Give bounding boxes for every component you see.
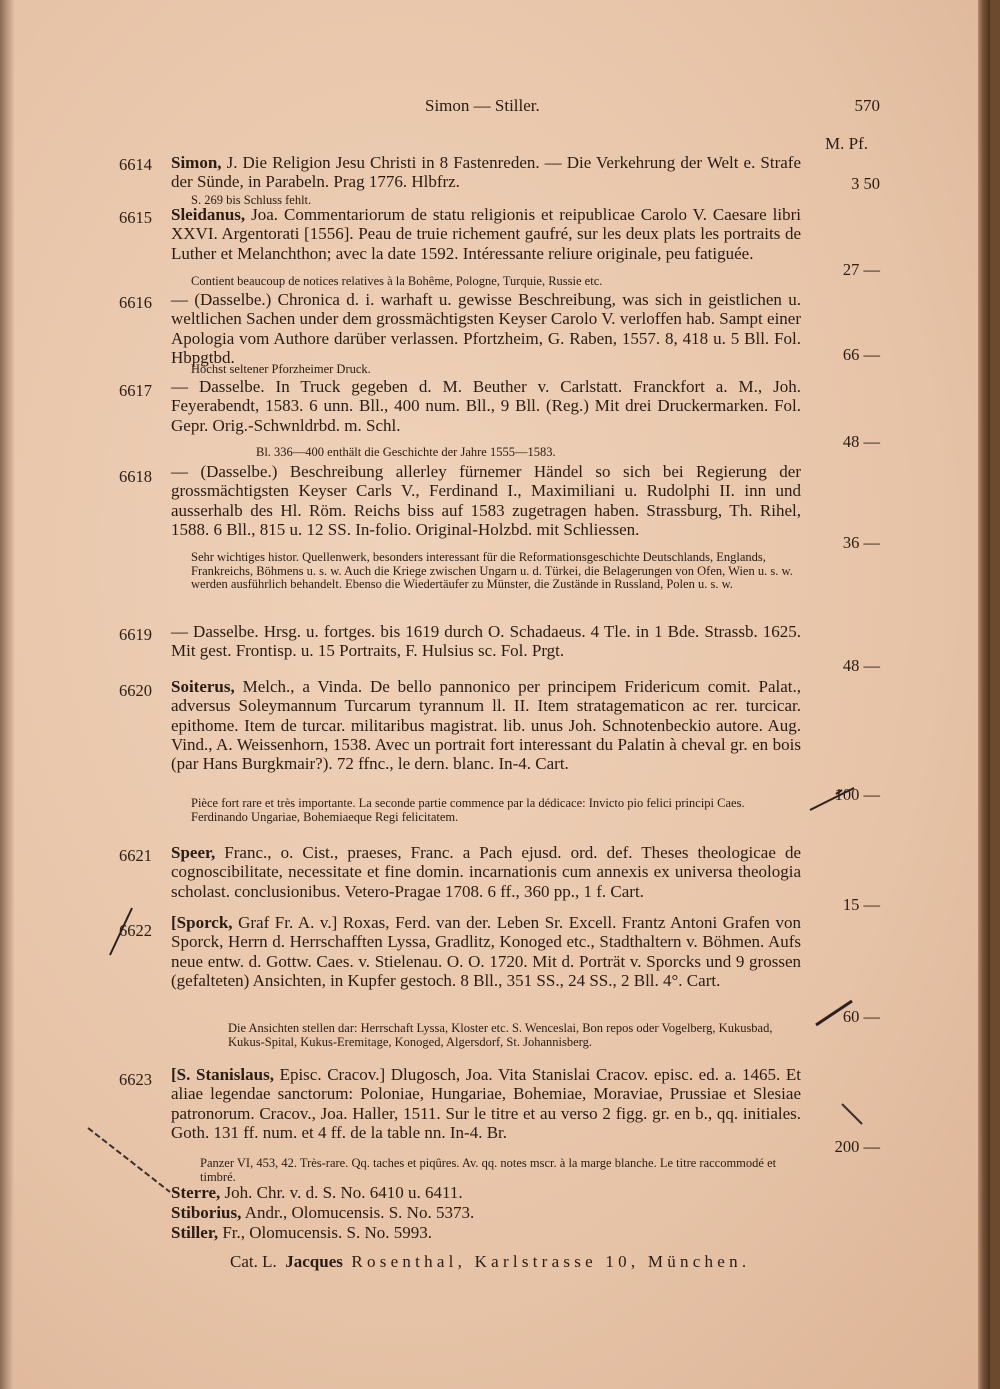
book-spine-shadow (0, 0, 14, 1389)
xref-text: Andr., Olomucensis. S. No. 5373. (241, 1203, 475, 1222)
entry-price: 15 — (842, 895, 880, 914)
entry-number: 6616 (119, 293, 152, 312)
footer-firm: Jacques (285, 1252, 343, 1271)
entry-lead: Speer, (171, 843, 216, 862)
entry-note: S. 269 bis Schluss fehlt. (191, 193, 312, 207)
xref-lead: Sterre, (171, 1183, 221, 1202)
pencil-check-mark (100, 900, 140, 960)
entry-number: 6614 (119, 155, 152, 174)
pencil-strike-mark (812, 995, 862, 1035)
entry-price: 3 50 (851, 174, 880, 193)
entry-number: 6617 (119, 381, 152, 400)
entry-price: 48 — (842, 656, 880, 675)
entry-number: 6623 (119, 1070, 152, 1089)
entry-text (171, 1065, 801, 1142)
xref-lead: Stiborius, (171, 1203, 242, 1222)
cross-reference (171, 1183, 463, 1203)
xref-text: Fr., Olomucensis. S. No. 5993. (218, 1223, 433, 1242)
entry-description: — Dasselbe. In Truck gegeben d. M. Beuther v. Carlstatt. Franckfort a. M., Joh. Feyerabendt, 1583. 6 unn. Bll., 400 num. Bll., 9 Bll. (Reg.) Mit drei Druckermarken. Fol. Gepr. Orig.-Schwnldrbd. m. Schl. (171, 377, 801, 435)
entry-number: 6619 (119, 625, 152, 644)
book-edge (978, 0, 990, 1389)
entry-description: — Dasselbe. Hrsg. u. fortges. bis 1619 durch O. Schadaeus. 4 Tle. in 1 Bde. Strassb. 1625. Mit gest. Frontisp. u. 15 Portraits, F. Hulsius sc. Fol. Prgt. (171, 622, 801, 661)
entry-description: Melch., a Vinda. De bello pannonico per principem Fridericum comit. Palat., adversus Soleymannum Turcarum tyrannum ll. II. Item stratagematicon ac rer. turcicar. epithome. Item de turcar. militaribus magistrat. lib. unus Joh. Schnotenbeckio autore. Aug. Vind., A. Weissenhorn, 1538. Avec un portrait fort interessant du Palatin à cheval gr. en bois (par Hans Burgkmair?). 72 ffnc., le dern. blanc. In-4. Cart. (171, 677, 801, 774)
entry-price: 100 — (834, 785, 880, 804)
entry-description: — (Dasselbe.) Chronica d. i. warhaft u. gewisse Beschreibung, was sich in geistlichen u. weltlichen Sachen under dem grossmächtigsten Keyser Carolo V. verloffen hab. Sampt einer Apologia vom Authore darüber verlassen. Pfortzheim, G. Raben, 1557. 8, 418 u. 5 Bll. Fol. Hbpgtbd. (171, 290, 801, 367)
entry-note: Pièce fort rare et très importante. La seconde partie commence par la dédicace: Invicto pio felici principi Caes. Ferdinando Ungariae, Bohemiaeque Regi felicitatem. (191, 796, 745, 824)
entry-note: Contient beaucoup de notices relatives à la Bohême, Pologne, Turquie, Russie etc. (191, 274, 603, 288)
entry-price: 36 — (842, 533, 880, 552)
entry-lead: Soiterus, (171, 677, 235, 696)
entry-number: 6618 (119, 467, 152, 486)
entry-lead: [Sporck, (171, 913, 233, 932)
entry-description: J. Die Religion Jesu Christi in 8 Fastenreden. — Die Verkehrung der Welt e. Strafe der Sünde, in Parabeln. Prag 1776. Hlbfrz. (171, 153, 801, 192)
entry-lead: Sleidanus, (171, 205, 246, 224)
entry-number: 6621 (119, 846, 152, 865)
entry-price: 200 — (834, 1137, 880, 1156)
cross-reference (171, 1203, 474, 1223)
footer-address: Rosenthal, Karlstrasse 10, München. (342, 1252, 751, 1271)
pencil-line-mark (838, 1100, 868, 1130)
xref-text: Joh. Chr. v. d. S. No. 6410 u. 6411. (220, 1183, 463, 1202)
xref-lead: Stiller, (171, 1223, 219, 1242)
entry-text (171, 153, 801, 192)
entry-note: Die Ansichten stellen dar: Herrschaft Lyssa, Kloster etc. S. Wenceslai, Bon repos oder Vogelberg, Kukusbad, Kukus-Spital, Kukus-Eremitage, Konoged, Algersdorf, St. Johannisberg. (228, 1021, 773, 1049)
entry-text (171, 622, 801, 661)
entry-price: 27 — (842, 260, 880, 279)
page-number: 570 (854, 96, 880, 115)
currency-header: M. Pf. (825, 134, 868, 153)
pencil-line-mark (80, 1120, 180, 1200)
entry-text (171, 462, 801, 539)
entry-number: 6622 (119, 921, 152, 940)
entry-lead: Simon, (171, 153, 222, 172)
entry-note: Höchst seltener Pforzheimer Druck. (191, 362, 371, 376)
pencil-strike-mark (806, 780, 876, 820)
entry-text (171, 843, 801, 901)
entry-text (171, 205, 801, 263)
entry-text (171, 290, 801, 367)
entry-lead: [S. Stanislaus, (171, 1065, 274, 1084)
entry-note: Bl. 336—400 enthält die Geschichte der Jahre 1555—1583. (256, 445, 556, 459)
entry-note: Sehr wichtiges histor. Quellenwerk, besonders interessant für die Reformationsgeschichte Deutschlands, Englands, Frankreichs, Böhmens u. s. w. Auch die Kriege zwischen Ungarn u. d. Türkei, die Belagerungen von Ofen, Wien u. s. w. werden ausführlich behandelt. Ebenso die Wiedertäufer zu Münster, die Zustände in Russland, Polen u. s. w. (191, 550, 793, 591)
entry-description: — (Dasselbe.) Beschreibung allerley fürnemer Händel so sich bei Regierung der grossmächtigsten Keyser Carls V., Ferdinand I., Maximiliani u. Rudolphi II. inn und ausserhalb des Hl. Röm. Reichs biss auf 1583 zugetragen haben. Strassburg, Th. Rihel, 1588. 6 Bll., 815 u. 12 SS. In-folio. Original-Holzbd. mit Schliessen. (171, 462, 801, 539)
cross-reference (171, 1223, 432, 1243)
entry-price: 66 — (842, 345, 880, 364)
entry-description: Graf Fr. A. v.] Roxas, Ferd. van der. Leben Sr. Excell. Frantz Antoni Grafen von Sporck, Herrn d. Herrschafften Lyssa, Gradlitz, Konoged etc., Stadthaltern v. Böhmen. Aufs neue entw. d. Gottw. Caes. v. Stielenau. O. O. 1720. Mit d. Porträt v. Sporcks und 9 grossen (gefalteten) Ansichten, in Kupfer gestoch. 8 Bll., 351 SS., 24 SS., 2 Bll. 4°. Cart. (171, 913, 801, 990)
entry-description: Episc. Cracov.] Dlugosch, Joa. Vita Stanislai Cracov. episc. ed. a. 1465. Et aliae legendae sanctorum: Poloniae, Hungariae, Bohemiae, Moraviae, Prussiae et Slesiae patronorum. Cracov., Joa. Haller, 1511. Sur le titre et au verso 2 figg. gr. en b., qq. initiales. Goth. 131 ff. num. et 4 ff. de la table nn. In-4. Br. (171, 1065, 801, 1142)
entry-text (171, 913, 801, 990)
entry-number: 6620 (119, 681, 152, 700)
entry-description: Franc., o. Cist., praeses, Franc. a Pach ejusd. ord. def. Theses theologicae de cognoscibilitate, necessitate et fine domin. incarnationis cum annexis ex universa theologia scholast. conclusionibus. Vetero-Pragae 1708. 6 ff., 360 pp., 1 f. Cart. (171, 843, 801, 901)
entry-text (171, 377, 801, 435)
entry-note: Panzer VI, 453, 42. Très-rare. Qq. taches et piqûres. Av. qq. notes mscr. à la marge blanche. Le titre raccommodé et timbré. (200, 1156, 777, 1184)
footer-catalog: Cat. L. (230, 1252, 277, 1271)
page-footer (230, 1252, 750, 1272)
running-title: Simon — Stiller. (425, 96, 540, 115)
entry-number: 6615 (119, 208, 152, 227)
entry-price: 48 — (842, 432, 880, 451)
entry-description: Joa. Commentariorum de statu religionis et reipublicae Carolo V. Caesare libri XXVI. Argentorati [1556]. Peau de truie richement gaufré, sur les deux plats les portraits de Luther et Melanchthon; avec la date 1592. Intéressante reliure originale, peu fatiguée. (171, 205, 801, 263)
entry-price: 60 — (842, 1007, 880, 1026)
entry-text (171, 677, 801, 773)
page-header (160, 96, 880, 122)
